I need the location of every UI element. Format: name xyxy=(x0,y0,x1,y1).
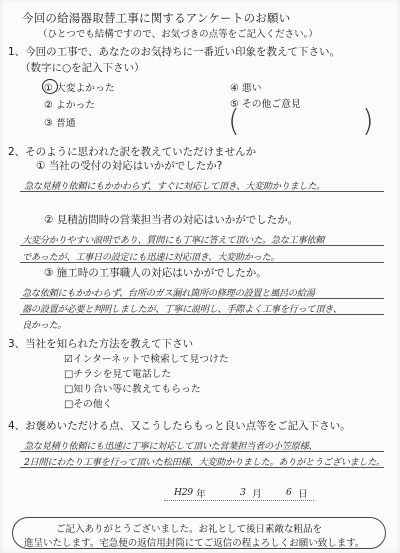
close-paren-mark: ) xyxy=(362,104,374,139)
q3-option-internet: ☑インターネットで検索して見つけた xyxy=(64,354,229,365)
question-3: 3、当社を知られた方法を教えて下さい xyxy=(8,338,194,350)
answer-2-2-line-2: であったが、工事日の設定にも迅速に対応頂き、大変助かった。 xyxy=(22,252,280,263)
q3-option-referral: □知り合い等に教えてもらった xyxy=(64,384,201,395)
answer-2-3-line-1: 急な依頼にもかかわらず、台所のガス漏れ箇所の修理の設置と風呂の給湯 xyxy=(22,288,315,299)
answer-line xyxy=(20,262,384,263)
date-day-unit: 日 xyxy=(298,489,308,500)
question-2-sub-2: ② 見積訪問時の営業担当者の対応はいかがでしたか。 xyxy=(44,214,299,226)
date-underline xyxy=(164,500,314,501)
q1-option-5: ⑤ その他ご意見 xyxy=(230,99,301,110)
q1-option-1: ① 大変よかった xyxy=(44,83,115,94)
answer-4-line-2: 2日間にわたり工事を行って頂いた松田様、大変助かりました。ありがとうございました。 xyxy=(24,457,386,468)
q1-option-4: ④ 悪い xyxy=(230,83,262,94)
survey-title: 今回の給湯器取替工事に関するアンケートのお願い xyxy=(22,11,291,25)
answer-2-3-line-2: 器の設置が必要と判明しましたが、丁寧に説明し、手際よく工事を行って頂き、 xyxy=(22,304,342,315)
question-1-note: （数字に○を記入下さい） xyxy=(20,62,145,74)
date-era: H29 xyxy=(174,487,193,498)
open-paren-mark: ( xyxy=(228,104,240,139)
answer-line xyxy=(20,314,384,315)
answer-line xyxy=(20,191,384,192)
footer-line-2: 進呈いたします。宅急便の返信用封筒にてご返信の程よろしくお願い致します。 xyxy=(24,538,365,549)
question-4: 4、お褒めいただける点、又こうしたらもっと良い点等をご記入下さい。 xyxy=(8,420,351,432)
answer-2-3-line-3: 良かった。 xyxy=(22,320,67,331)
date-day: 6 xyxy=(286,487,292,498)
question-2-sub-3: ③ 施工時の工事職人の対応はいかがでしたか。 xyxy=(44,267,267,279)
answer-line xyxy=(20,298,384,299)
question-2-sub-1: ① 当社の受付の対応はいかがでしたか? xyxy=(36,160,223,172)
date-year-unit: 年 xyxy=(196,489,206,500)
footer-line-1: ご記入ありがとうございました。お礼として後日素敵な粗品を xyxy=(56,524,323,535)
answer-line xyxy=(20,467,384,468)
q3-option-other: □その他く xyxy=(64,399,113,410)
answer-line xyxy=(20,245,384,246)
q1-option-2: ② よかった xyxy=(44,100,96,111)
answer-4-line-1: 急な見積り依頼にも迅速に丁寧に対応して頂いた営業担当者の小笠原様、 xyxy=(24,441,318,452)
question-2: 2、そのように思われた訳を教えていただけませんか xyxy=(8,146,257,158)
date-month-unit: 月 xyxy=(252,489,262,500)
survey-subtitle: （ひとつでも結構ですので、お気づきの点等をご記入ください。） xyxy=(38,29,318,40)
answer-2-1: 急な見積り依頼にもかかわらず、すぐに対応して頂き、大変助かりました。 xyxy=(24,181,326,192)
answer-2-2-line-1: 大変分かりやすい説明であり、質問にも丁寧に答えて頂いた。急な工事依頼 xyxy=(22,235,325,246)
q3-option-flyer: □チラシを見て電話した xyxy=(64,369,172,380)
date-month: 3 xyxy=(240,487,246,498)
question-1: 1、今回の工事で、あなたのお気持ちに一番近い印象を教えて下さい。 xyxy=(8,46,340,58)
answer-line xyxy=(20,451,384,452)
q1-option-3: ③ 普通 xyxy=(44,118,76,129)
